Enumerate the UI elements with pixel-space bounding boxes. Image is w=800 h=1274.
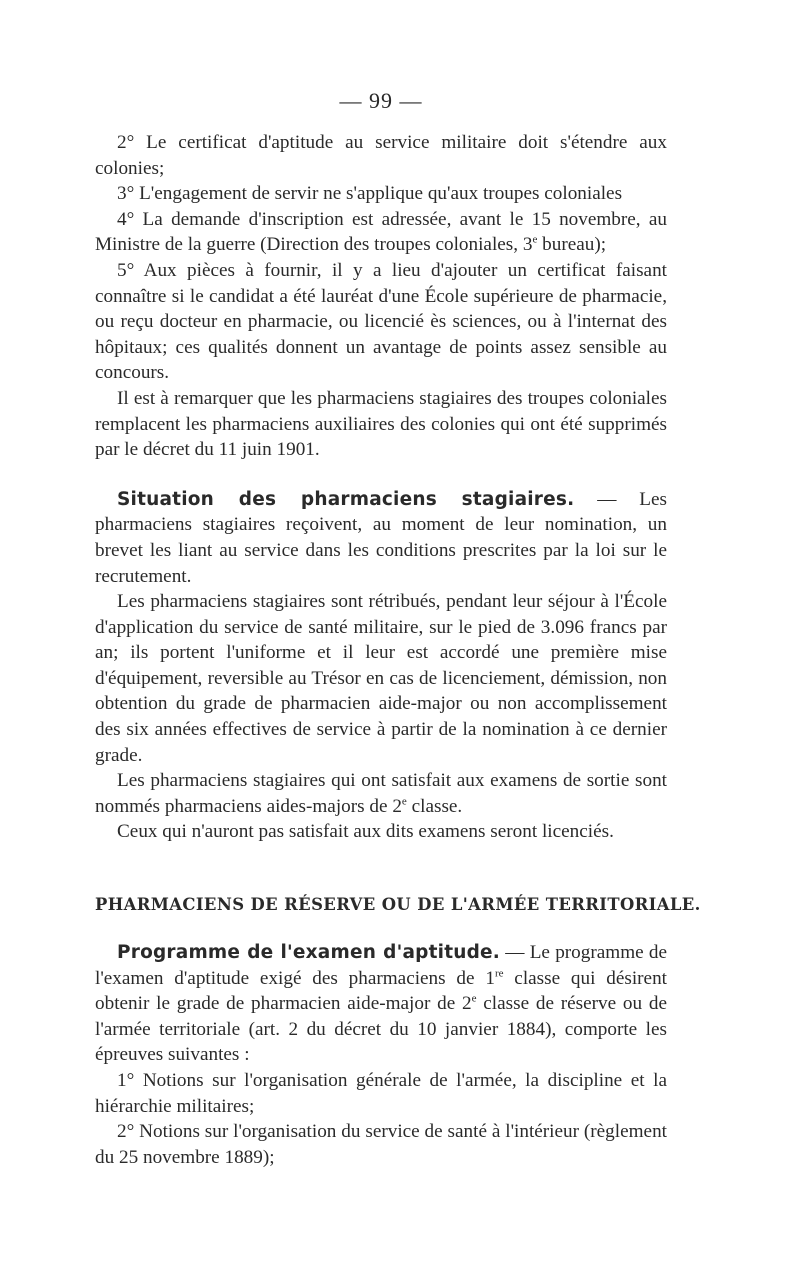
item-4-paragraph [95,207,667,258]
programme-text-a: — Le programme de l'examen d'aptitude exigé des pharmaciens de 1 [95,942,667,989]
remuneration-paragraph: Les pharmaciens stagiaires sont rétribués, pendant leur séjour à l'École d'application du service de santé militaire, sur le pied de 3.096 francs par an; ils portent l'uniforme et il leur est accordé une première mise d'équipement, reversible au Trésor en cas de licenciement, démission, non obtention du grade de pharmacien aide-major ou non accomplissement des six années effectives de service à partir de la nomination à ce dernier grade. [95,591,667,766]
programme-text-c: classe de réserve ou de l'armée territoriale (art. 2 du décret du 10 janvier 1884), comporte les épreuves suivantes : [95,993,667,1066]
section-title: PHARMACIENS DE RÉSERVE OU DE L'ARMÉE TERRITORIALE. [95,895,701,915]
exam-item-1-paragraph: 1° Notions sur l'organisation générale de l'armée, la discipline et la hiérarchie militaires; [95,1070,667,1117]
situation-heading: Situation des pharmaciens stagiaires. [117,488,575,510]
item-2-paragraph: 2° Le certificat d'aptitude au service militaire doit s'étendre aux colonies; [95,132,667,179]
dismissal-paragraph: Ceux qui n'auront pas satisfait aux dits examens seront licenciés. [117,821,614,843]
programme-heading: Programme de l'examen d'aptitude. [117,942,501,964]
spacer [95,845,667,895]
document-page [95,88,701,1170]
remark-paragraph: Il est à remarquer que les pharmaciens stagiaires des troupes coloniales remplacent les pharmaciens auxiliaires des colonies qui ont été supprimés par le décret du 11 juin 1901. [95,387,667,461]
programme-superscript-1: re [494,967,504,980]
item-4-text-a: 4° La demande d'inscription est adressée, avant le 15 novembre, au Ministre de la guerre (Direction des troupes coloniales, 3 [95,208,667,256]
item-4-text-b: bureau); [537,234,607,256]
promotion-superscript: e [401,795,407,808]
programme-paragraph [95,940,667,1068]
situation-text: — Les pharmaciens stagiaires reçoivent, au moment de leur nomination, un brevet les liant au service dans les conditions prescrites par la loi sur le recrutement. [95,488,667,587]
promotion-paragraph [95,768,667,819]
situation-paragraph [95,487,667,589]
programme-superscript-2: e [471,992,477,1005]
page-number: — 99 — [339,88,423,113]
item-3-paragraph: 3° L'engagement de servir ne s'applique qu'aux troupes coloniales [117,183,623,205]
programme-text-b: classe qui désirent obtenir le grade de pharmacien aide-major de 2 [95,967,667,1015]
exam-item-2-paragraph: 2° Notions sur l'organisation du service de santé à l'intérieur (règlement du 25 novembre 1889); [95,1121,667,1168]
promotion-text-b: classe. [406,795,463,817]
promotion-text-a: Les pharmaciens stagiaires qui ont satisfait aux examens de sortie sont nommés pharmaciens aides-majors de 2 [95,770,667,817]
item-4-superscript: e [532,233,538,246]
spacer [95,463,667,487]
spacer [95,914,667,940]
item-5-paragraph: 5° Aux pièces à fournir, il y a lieu d'ajouter un certificat faisant connaître si le candidat a été lauréat d'une École supérieure de pharmacie, ou reçu docteur en pharmacie, ou licencié ès sciences, ou à l'internat des hôpitaux; ces qualités donnent un avantage de points assez sensible au concours. [95,259,667,384]
